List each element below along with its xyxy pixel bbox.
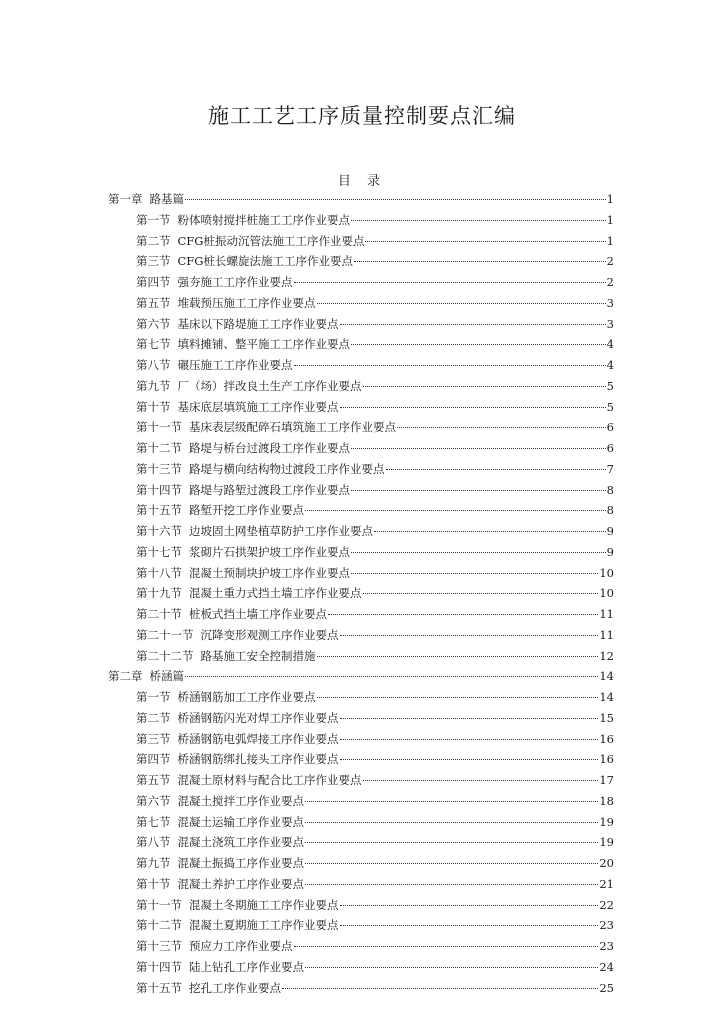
- toc-entry-page: 2: [606, 275, 614, 289]
- toc-entry-number: 第十四节: [136, 482, 182, 497]
- toc-entry-number: 第十二节: [136, 441, 182, 455]
- toc-entry-number: 第四节: [136, 275, 171, 289]
- toc-entry-label: [136, 523, 373, 539]
- toc-section-entry[interactable]: [108, 731, 614, 752]
- toc-entry-page: 9: [606, 544, 614, 559]
- toc-entry-label: [136, 357, 293, 373]
- toc-entry-page: 8: [606, 482, 614, 497]
- toc-entry-number: 第一节: [136, 212, 171, 227]
- toc-section-entry[interactable]: [108, 751, 614, 772]
- toc-entry-page: 23: [599, 939, 614, 953]
- toc-entry-text: 桥涵钢筋绑扎接头工序作业要点: [177, 752, 339, 767]
- toc-entry-text: 边坡固土网垫植草防护工序作业要点: [189, 524, 373, 538]
- dot-leader: [317, 656, 599, 657]
- toc-entry-text: 桥涵钢筋加工工序作业要点: [177, 690, 316, 704]
- toc-entry-number: 第九节: [136, 856, 171, 870]
- toc-entry-label: [136, 710, 339, 726]
- dot-leader: [340, 925, 599, 926]
- toc-section-entry[interactable]: [108, 419, 614, 440]
- toc-entry-number: 第十六节: [136, 524, 182, 538]
- toc-section-entry[interactable]: [108, 627, 614, 648]
- toc-section-entry[interactable]: [108, 648, 614, 669]
- toc-section-entry[interactable]: [108, 316, 614, 337]
- toc-entry-number: 第十七节: [136, 544, 182, 559]
- toc-entry-number: 第十节: [136, 399, 171, 414]
- toc-section-entry[interactable]: [108, 980, 614, 1001]
- toc-entry-label: [136, 544, 350, 560]
- toc-entry-number: 第三节: [136, 731, 171, 746]
- dot-leader: [305, 863, 598, 864]
- toc-entry-text: 路堑开挖工序作业要点: [189, 503, 304, 518]
- dot-leader: [305, 967, 598, 968]
- toc-chapter-entry[interactable]: [108, 191, 614, 212]
- toc-entry-text: 挖孔工序作业要点: [189, 980, 281, 995]
- dot-leader: [365, 241, 605, 242]
- toc-entry-text: 桥涵钢筋闪光对焊工序作业要点: [177, 710, 339, 725]
- toc-entry-label: [136, 876, 304, 892]
- toc-entry-label: [136, 585, 362, 601]
- toc-section-entry[interactable]: [108, 357, 614, 378]
- toc-entry-number: 第四节: [136, 752, 171, 767]
- toc-entry-number: 第十二节: [136, 918, 182, 933]
- toc-entry-text: 混凝土运输工序作业要点: [177, 814, 304, 829]
- dot-leader: [386, 469, 606, 470]
- dot-leader: [185, 676, 598, 677]
- toc-section-entry[interactable]: [108, 482, 614, 503]
- toc-entry-label: [136, 419, 396, 435]
- toc-entry-label: [136, 253, 353, 269]
- toc-entry-text: 混凝土重力式挡土墙工序作业要点: [189, 586, 362, 601]
- dot-leader: [340, 324, 606, 325]
- toc-entry-page: 18: [599, 793, 614, 808]
- dot-leader: [397, 427, 606, 428]
- toc-entry-page: 17: [599, 773, 614, 787]
- toc-entry-label: [136, 793, 304, 809]
- toc-entry-text: 预应力工序作业要点: [189, 939, 293, 953]
- toc-entry-label: [136, 689, 316, 705]
- toc-entry-text: 混凝土搅拌工序作业要点: [177, 793, 304, 808]
- toc-section-entry[interactable]: [108, 938, 614, 959]
- toc-section-entry[interactable]: [108, 378, 614, 399]
- toc-section-entry[interactable]: [108, 253, 614, 274]
- toc-entry-number: 第七节: [136, 814, 171, 829]
- dot-leader: [340, 635, 599, 636]
- toc-entry-text: 混凝土夏期施工工序作业要点: [189, 918, 339, 933]
- toc-entry-text: 碾压施工工序作业要点: [177, 358, 293, 372]
- toc-entry-page: 4: [606, 337, 614, 352]
- toc-entry-number: 第五节: [136, 773, 171, 787]
- toc-entry-page: 9: [606, 524, 614, 538]
- toc-entry-label: [136, 461, 385, 477]
- toc-entry-label: [136, 295, 316, 311]
- dot-leader: [317, 303, 606, 304]
- dot-leader: [351, 344, 606, 345]
- toc-entry-label: [136, 814, 304, 830]
- dot-leader: [305, 510, 606, 511]
- toc-section-entry[interactable]: [108, 814, 614, 835]
- toc-section-entry[interactable]: [108, 295, 614, 316]
- toc-entry-label: [136, 316, 339, 332]
- toc-section-entry[interactable]: [108, 959, 614, 980]
- toc-entry-text: 混凝土冬期施工工序作业要点: [189, 897, 339, 912]
- dot-leader: [351, 573, 598, 574]
- dot-leader: [363, 780, 599, 781]
- toc-section-entry[interactable]: [108, 855, 614, 876]
- toc-entry-page: 22: [599, 897, 614, 912]
- dot-leader: [351, 490, 606, 491]
- toc-entry-page: 10: [599, 586, 614, 601]
- toc-entry-label: [136, 502, 304, 518]
- dot-leader: [354, 261, 606, 262]
- toc-entry-text: 混凝土预制块护坡工序作业要点: [189, 565, 350, 580]
- toc-entry-label: [108, 668, 184, 684]
- toc-section-entry[interactable]: [108, 834, 614, 855]
- dot-leader: [294, 365, 606, 366]
- toc-section-entry[interactable]: [108, 502, 614, 523]
- toc-entry-page: 24: [599, 959, 614, 974]
- toc-section-entry[interactable]: [108, 461, 614, 482]
- toc-entry-page: 1: [606, 233, 614, 248]
- toc-entry-label: [136, 212, 350, 228]
- toc-entry-number: 第二十一节: [136, 627, 194, 642]
- toc-entry-page: 15: [599, 710, 614, 725]
- toc-entry-text: 基床底层填筑施工工序作业要点: [177, 399, 339, 414]
- toc-entry-page: 20: [599, 856, 614, 870]
- dot-leader: [185, 199, 606, 200]
- toc-entry-number: 第二节: [136, 710, 171, 725]
- toc-entry-label: [136, 565, 350, 581]
- toc-entry-label: [136, 917, 339, 933]
- toc-entry-label: [136, 627, 339, 643]
- toc-section-entry[interactable]: [108, 274, 614, 295]
- dot-leader: [351, 448, 606, 449]
- toc-entry-text: 堆载预压施工工序作业要点: [177, 295, 316, 310]
- toc-entry-text: 浆砌片石拱架护坡工序作业要点: [189, 544, 350, 559]
- dot-leader: [363, 386, 606, 387]
- dot-leader: [374, 531, 606, 532]
- toc-section-entry[interactable]: [108, 689, 614, 710]
- toc-entry-number: 第二十二节: [136, 648, 194, 663]
- toc-entry-page: 12: [599, 648, 614, 663]
- toc-entry-label: [136, 980, 281, 996]
- dot-leader: [340, 718, 599, 719]
- toc-entry-page: 14: [599, 669, 614, 684]
- toc-entry-number: 第十四节: [136, 959, 182, 974]
- toc-entry-label: [136, 772, 362, 788]
- toc-entry-number: 第九节: [136, 378, 171, 393]
- toc-entry-label: [136, 336, 350, 352]
- toc-section-entry[interactable]: [108, 585, 614, 606]
- toc-entry-label: [136, 751, 339, 767]
- toc-entry-number: 第十三节: [136, 939, 182, 953]
- toc-section-entry[interactable]: [108, 876, 614, 897]
- toc-entry-number: 第七节: [136, 337, 171, 352]
- dot-leader: [282, 988, 598, 989]
- toc-section-entry[interactable]: [108, 565, 614, 586]
- toc-entry-number: 第六节: [136, 793, 171, 808]
- toc-section-entry[interactable]: [108, 233, 614, 254]
- toc-entry-text: 填料摊铺、整平施工工序作业要点: [177, 337, 350, 352]
- dot-leader: [340, 739, 599, 740]
- toc-entry-page: 19: [599, 835, 614, 850]
- dot-leader: [305, 822, 598, 823]
- toc-entry-page: 7: [606, 461, 614, 476]
- dot-leader: [340, 905, 599, 906]
- toc-section-entry[interactable]: [108, 336, 614, 357]
- toc-entry-number: 第八节: [136, 835, 171, 850]
- toc-entry-page: 23: [599, 918, 614, 933]
- toc-entry-label: [136, 233, 364, 249]
- toc-section-entry[interactable]: [108, 606, 614, 627]
- toc-entry-label: [136, 938, 293, 954]
- toc-entry-label: [136, 897, 339, 913]
- toc-entry-label: [136, 606, 327, 622]
- toc-entry-number: 第十节: [136, 876, 171, 891]
- dot-leader: [363, 593, 599, 594]
- toc-section-entry[interactable]: [108, 544, 614, 565]
- toc-entry-text: 基床以下路堤施工工序作业要点: [177, 316, 339, 331]
- toc-entry-number: 第二十节: [136, 607, 182, 621]
- toc-entry-page: 25: [599, 980, 614, 995]
- dot-leader: [317, 697, 599, 698]
- toc-entry-page: 21: [599, 876, 614, 891]
- toc-entry-number: 第十八节: [136, 565, 182, 580]
- dot-leader: [351, 552, 606, 553]
- dot-leader: [305, 884, 598, 885]
- toc-entry-text: 混凝土原材料与配合比工序作业要点: [177, 773, 362, 787]
- toc-section-entry[interactable]: [108, 793, 614, 814]
- toc-section-entry[interactable]: [108, 917, 614, 938]
- toc-entry-text: 粉体喷射搅拌桩施工工序作业要点: [177, 212, 350, 227]
- toc-entry-page: 11: [599, 627, 614, 642]
- toc-section-entry[interactable]: [108, 440, 614, 461]
- toc-section-entry[interactable]: [108, 212, 614, 233]
- toc-entry-text: 基床表层级配碎石填筑施工工序作业要点: [189, 420, 396, 435]
- toc-entry-page: 11: [599, 607, 614, 621]
- toc-entry-text: CFG桩振动沉管法施工工序作业要点: [177, 233, 365, 248]
- toc-heading: 目 录: [337, 174, 387, 189]
- toc-entry-page: 14: [599, 690, 614, 704]
- toc-entry-label: [136, 482, 350, 498]
- toc-entry-text: 混凝土浇筑工序作业要点: [177, 835, 304, 850]
- document-title: 施工工艺工序质量控制要点汇编: [208, 104, 516, 128]
- toc-entry-number: 第十一节: [136, 420, 182, 435]
- toc-section-entry[interactable]: [108, 897, 614, 918]
- toc-entry-label: [136, 648, 316, 664]
- toc-entry-page: 8: [606, 503, 614, 518]
- toc-entry-label: [136, 855, 304, 871]
- toc-entry-number: 第六节: [136, 316, 171, 331]
- toc-entry-page: 19: [599, 814, 614, 829]
- dot-leader: [340, 407, 606, 408]
- toc-entry-number: 第十五节: [136, 503, 182, 518]
- toc-entry-text: CFG桩长螺旋法施工工序作业要点: [177, 254, 353, 269]
- toc-entry-page: 5: [606, 378, 614, 393]
- dot-leader: [328, 614, 598, 615]
- toc-entry-text: 路基篇: [149, 192, 184, 206]
- toc-entry-number: 第十一节: [136, 897, 182, 912]
- toc-section-entry[interactable]: [108, 772, 614, 793]
- toc-entry-page: 3: [606, 316, 614, 331]
- toc-entry-page: 1: [606, 192, 614, 206]
- toc-entry-page: 16: [599, 752, 614, 767]
- toc-entry-page: 6: [606, 441, 614, 455]
- toc-entry-text: 混凝土振捣工序作业要点: [177, 856, 304, 870]
- toc-entry-page: 1: [606, 212, 614, 227]
- toc-entry-label: [136, 834, 304, 850]
- toc-entry-page: 6: [606, 420, 614, 435]
- toc-entry-page: 5: [606, 399, 614, 414]
- toc-entry-number: 第一章: [108, 192, 143, 206]
- toc-entry-text: 桥涵钢筋电弧焊接工序作业要点: [177, 731, 339, 746]
- toc-entry-number: 第二节: [136, 233, 171, 248]
- toc-entry-text: 路基施工安全控制措施: [200, 648, 316, 663]
- toc-entry-number: 第十九节: [136, 586, 182, 601]
- dot-leader: [294, 282, 606, 283]
- toc-entry-label: [136, 731, 339, 747]
- toc-entry-label: [136, 440, 350, 456]
- toc-entry-text: 路堤与横向结构物过渡段工序作业要点: [189, 461, 385, 476]
- toc-entry-label: [136, 399, 339, 415]
- toc-entry-number: 第二章: [108, 669, 143, 684]
- toc-section-entry[interactable]: [108, 399, 614, 420]
- toc-entry-label: [136, 959, 304, 975]
- toc-entry-page: 2: [606, 254, 614, 269]
- dot-leader: [351, 220, 606, 221]
- toc-entry-page: 16: [599, 731, 614, 746]
- toc-entry-text: 路堤与路堑过渡段工序作业要点: [189, 482, 350, 497]
- toc-entry-number: 第一节: [136, 690, 171, 704]
- toc-chapter-entry[interactable]: [108, 668, 614, 689]
- toc-entry-label: [108, 191, 184, 207]
- dot-leader: [340, 759, 599, 760]
- toc-entry-text: 路堤与桥台过渡段工序作业要点: [189, 441, 350, 455]
- toc-section-entry[interactable]: [108, 523, 614, 544]
- toc-entry-page: 4: [606, 358, 614, 372]
- toc-entry-text: 厂（场）拌改良土生产工序作业要点: [177, 378, 362, 393]
- dot-leader: [305, 801, 598, 802]
- toc-entry-number: 第五节: [136, 295, 171, 310]
- toc-entry-text: 桥涵篇: [149, 669, 184, 684]
- toc-entry-text: 陆上钻孔工序作业要点: [189, 959, 304, 974]
- toc-entry-page: 3: [606, 295, 614, 310]
- toc-entry-text: 沉降变形观测工序作业要点: [200, 627, 339, 642]
- toc-entry-text: 桩板式挡土墙工序作业要点: [189, 607, 327, 621]
- toc-entry-number: 第三节: [136, 254, 171, 269]
- dot-leader: [294, 946, 599, 947]
- dot-leader: [305, 842, 598, 843]
- toc-entry-number: 第十五节: [136, 980, 182, 995]
- toc-entry-number: 第十三节: [136, 461, 182, 476]
- toc-entry-text: 混凝土养护工序作业要点: [177, 876, 304, 891]
- toc-entry-text: 强夯施工工序作业要点: [177, 275, 293, 289]
- toc-section-entry[interactable]: [108, 710, 614, 731]
- table-of-contents: [108, 191, 614, 1000]
- toc-entry-label: [136, 378, 362, 394]
- toc-entry-label: [136, 274, 293, 290]
- toc-entry-number: 第八节: [136, 358, 171, 372]
- toc-entry-page: 10: [599, 565, 614, 580]
